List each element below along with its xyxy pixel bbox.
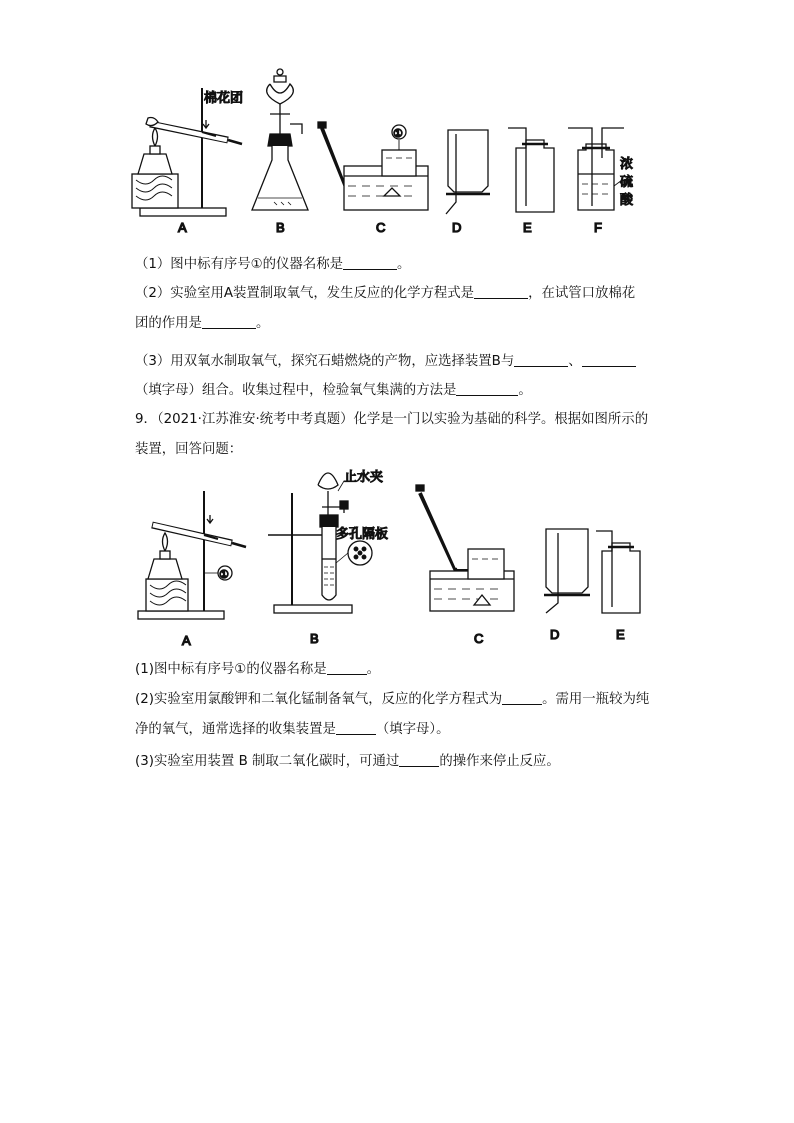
figure-2-apparatus: [130, 463, 650, 653]
apparatus-b-tube: [268, 473, 372, 613]
label-f: F: [594, 220, 602, 235]
annotation-porous-plate: 多孔隔板: [336, 527, 389, 542]
label-e: E: [523, 220, 532, 235]
answer-blank[interactable]: [336, 720, 376, 735]
q9-title: 9．（2021·江苏淮安·统考中考真题）化学是一门以实验为基础的科学。根据如图所示的: [135, 412, 649, 427]
annotation-acid-2: 硫: [620, 175, 634, 190]
q9-part-2b: 净的氧气，通常选择的收集装置是 （填字母）。: [135, 722, 450, 737]
q9-part-2: (2)实验室用氯酸钾和二氧化锰制备氧气，反应的化学方程式为 。需用一瓶较为纯: [135, 692, 650, 707]
answer-blank[interactable]: [502, 690, 542, 705]
q9-title-2: 装置，回答问题：: [135, 442, 243, 457]
q8-part-3b: （填字母）组合。收集过程中，检验氧气集满的方法是 。: [135, 383, 532, 398]
annotation-water-clamp: 止水夹: [344, 470, 384, 485]
annotation-acid-3: 酸: [620, 193, 634, 208]
answer-blank[interactable]: [343, 255, 397, 270]
apparatus-c-trough: [416, 485, 514, 611]
answer-blank[interactable]: [474, 284, 528, 299]
label-b: B: [310, 631, 319, 646]
apparatus-c-trough: [318, 122, 428, 210]
apparatus-d-bottle: [446, 130, 490, 214]
apparatus-b-flask: [252, 69, 308, 210]
q8-part-2b: 团的作用是 。: [135, 316, 270, 331]
q9-part-1: (1)图中标有序号①的仪器名称是 。: [135, 662, 381, 677]
apparatus-e-bottle: [508, 128, 554, 212]
apparatus-a-heating: [132, 88, 242, 216]
apparatus-f-wash-bottle: [568, 128, 624, 210]
answer-blank[interactable]: [514, 352, 568, 367]
answer-blank[interactable]: [399, 752, 439, 767]
label-d: D: [550, 627, 560, 642]
label-c: C: [474, 631, 484, 646]
answer-blank[interactable]: [582, 352, 636, 367]
label-b: B: [276, 220, 285, 235]
label-d: D: [452, 220, 462, 235]
label-c: C: [376, 220, 386, 235]
label-a: A: [182, 633, 191, 648]
label-a: A: [178, 220, 187, 235]
annotation-number-1: ①: [393, 127, 403, 140]
answer-blank[interactable]: [327, 660, 367, 675]
q8-part-2: （2）实验室用A装置制取氧气，发生反应的化学方程式是 ，在试管口放棉花: [135, 286, 636, 301]
apparatus-a-heating: [138, 491, 246, 619]
q8-part-3: （3）用双氧水制取氧气，探究石蜡燃烧的产物，应选择装置B与 、: [135, 352, 675, 372]
q8-part-1: （1）图中标有序号①的仪器名称是 。: [135, 257, 411, 272]
apparatus-e-bottle: [596, 531, 640, 613]
q9-part-3: (3)实验室用装置 B 制取二氧化碳时，可通过 的操作来停止反应。: [135, 754, 560, 769]
answer-blank[interactable]: [456, 381, 518, 396]
annotation-cotton: 棉花团: [204, 91, 244, 106]
apparatus-d-bottle: [544, 529, 590, 613]
annotation-number-1: ①: [219, 568, 229, 581]
figure-1-apparatus: [130, 62, 650, 242]
annotation-acid-1: 浓: [620, 157, 634, 172]
label-e: E: [616, 627, 625, 642]
answer-blank[interactable]: [202, 314, 256, 329]
